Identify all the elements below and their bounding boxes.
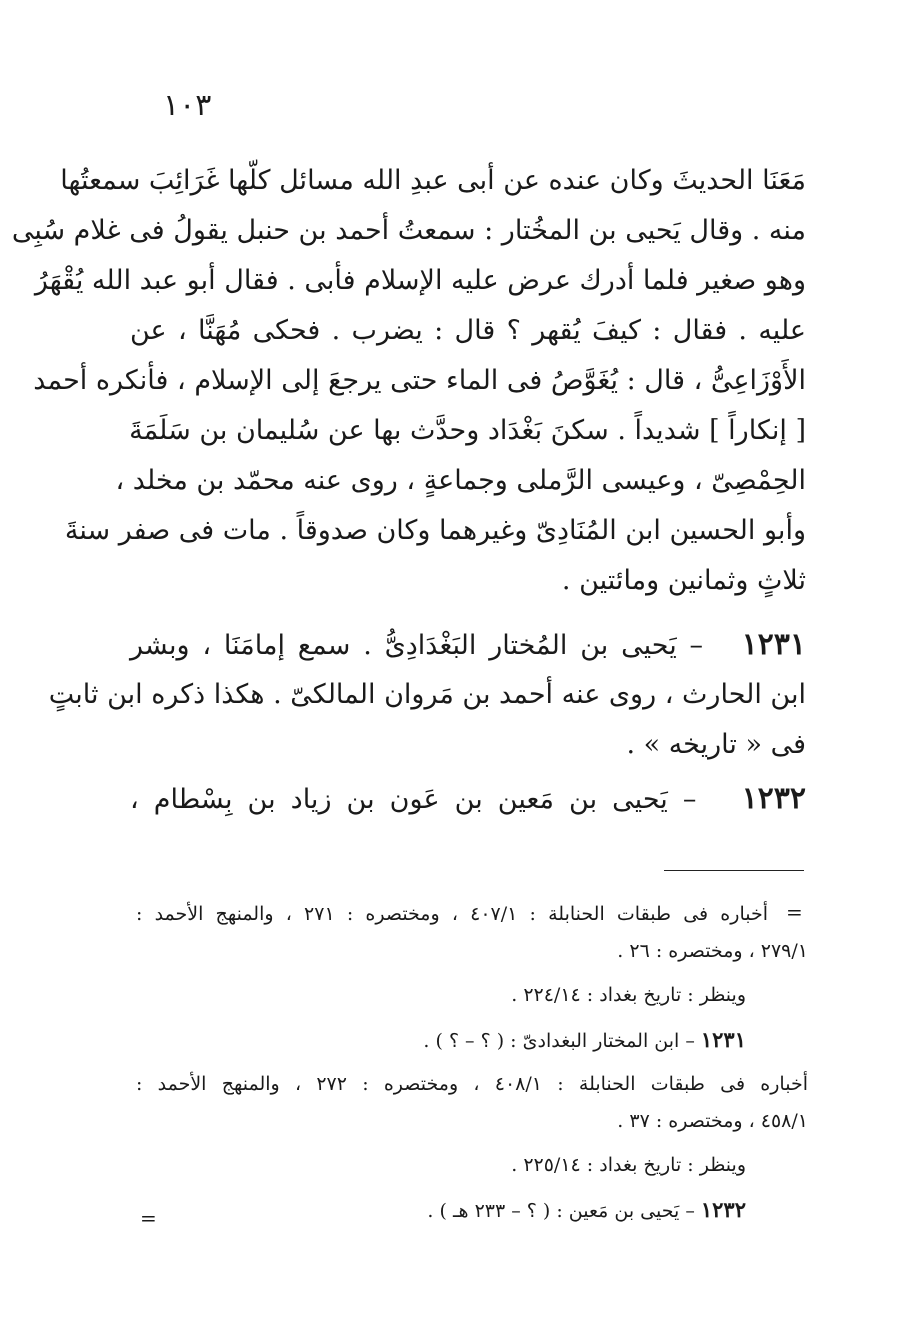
footnote-line: ٢٧٩/١ ، ومختصره : ٢٦ . [617, 939, 808, 962]
entry-first-line [130, 620, 806, 670]
footnote-entry-number: ١٢٣١ [700, 1026, 746, 1052]
text-line: وأبو الحسين ابن المُنَادِىّ وغيرهما وكان صدوقاً . مات فى صفر سنةَ [64, 515, 806, 546]
text-line: ابن الحارث ، روى عنه أحمد بن مَروان المالكىّ . هكذا ذكره ابن ثابتٍ [48, 679, 806, 710]
footnotes [136, 896, 808, 1228]
entry-1231 [48, 620, 807, 770]
text-line: منه . وقال يَحيى بن المخُتار : سمعتُ أحمد بن حنبل يقولُ فى غلام سُبِى [11, 215, 806, 246]
footnote-entry-line [136, 1192, 808, 1229]
entry-number: ١٢٣٢ [741, 781, 807, 816]
entry-first-line [130, 774, 806, 824]
text-line: [ إنكاراً ] شديداً . سكنَ بَغْدَاد وحدَّث بها عن سُليمان بن سَلَمَةَ [129, 415, 806, 446]
footnote-entry-text: – ابن المختار البغدادىّ : ( ؟ – ؟ ) . [423, 1029, 701, 1052]
footnote-line: أخباره فى طبقات الحنابلة : ٤٠٨/١ ، ومختصره : ٢٧٢ ، والمنهج الأحمد : [136, 1073, 808, 1095]
text-line: مَعَنَا الحديثَ وكان عنده عن أبى عبدِ الله مسائل كلّها غَرَائِبَ سمعتُها [60, 165, 806, 196]
text-line: الحِمْصِىّ ، وعيسى الرَّملى وجماعةٍ ، روى عنه محمّد بن مخلد ، [115, 465, 806, 496]
entry-heading-text: – يَحيى بن المُختار البَغْدَادِىُّ . سمع إمامَنَا ، وبشر [130, 630, 704, 661]
footnote-entry-number: ١٢٣٢ [700, 1196, 746, 1222]
entry-number: ١٢٣١ [741, 627, 807, 662]
entry-heading-text: – يَحيى بن مَعين بن عَون بن زياد بن بِسْطام ، [130, 784, 697, 815]
footnote-entry-text: – يَحيى بن مَعين : ( ؟ – ٢٣٣ هـ ) . [427, 1199, 701, 1222]
footnote-line: وينظر : تاريخ بغداد : ٢٢٤/١٤ . [511, 984, 746, 1006]
footnote-line: وينظر : تاريخ بغداد : ٢٢٥/١٤ . [511, 1154, 746, 1176]
footnote-separator [664, 870, 804, 871]
continuation-mark-top: = [786, 900, 803, 924]
text-line: ثلاثٍ وثمانين ومائتين . [561, 565, 806, 596]
footnote-line: ٤٥٨/١ ، ومختصره : ٣٧ . [617, 1109, 808, 1132]
text-line: وهو صغير فلما أدرك عرض عليه الإسلام فأبى . فقال أبو عبد الله يُقْهَرُ [34, 265, 806, 296]
text-line: فى « تاريخه » . [626, 729, 806, 760]
text-line: الأَوْزَاعِىُّ ، قال : يُغَوَّصُ فى الماء حتى يرجعَ إلى الإسلام ، فأنكره أحمد [33, 365, 806, 396]
footnote-entry-line [136, 1022, 808, 1059]
text-line: عليه . فقال : كيفَ يُقهر ؟ قال : يضرب . فحكى مُهَنَّا ، عن [130, 315, 806, 346]
page-number: ١٠٣ [163, 88, 212, 123]
continuation-mark-bottom: = [140, 1206, 157, 1230]
entry-1232 [130, 774, 806, 824]
footnote-line: أخباره فى طبقات الحنابلة : ٤٠٧/١ ، ومختصره : ٢٧١ ، والمنهج الأحمد : [136, 903, 768, 925]
paragraph-1 [11, 156, 806, 606]
